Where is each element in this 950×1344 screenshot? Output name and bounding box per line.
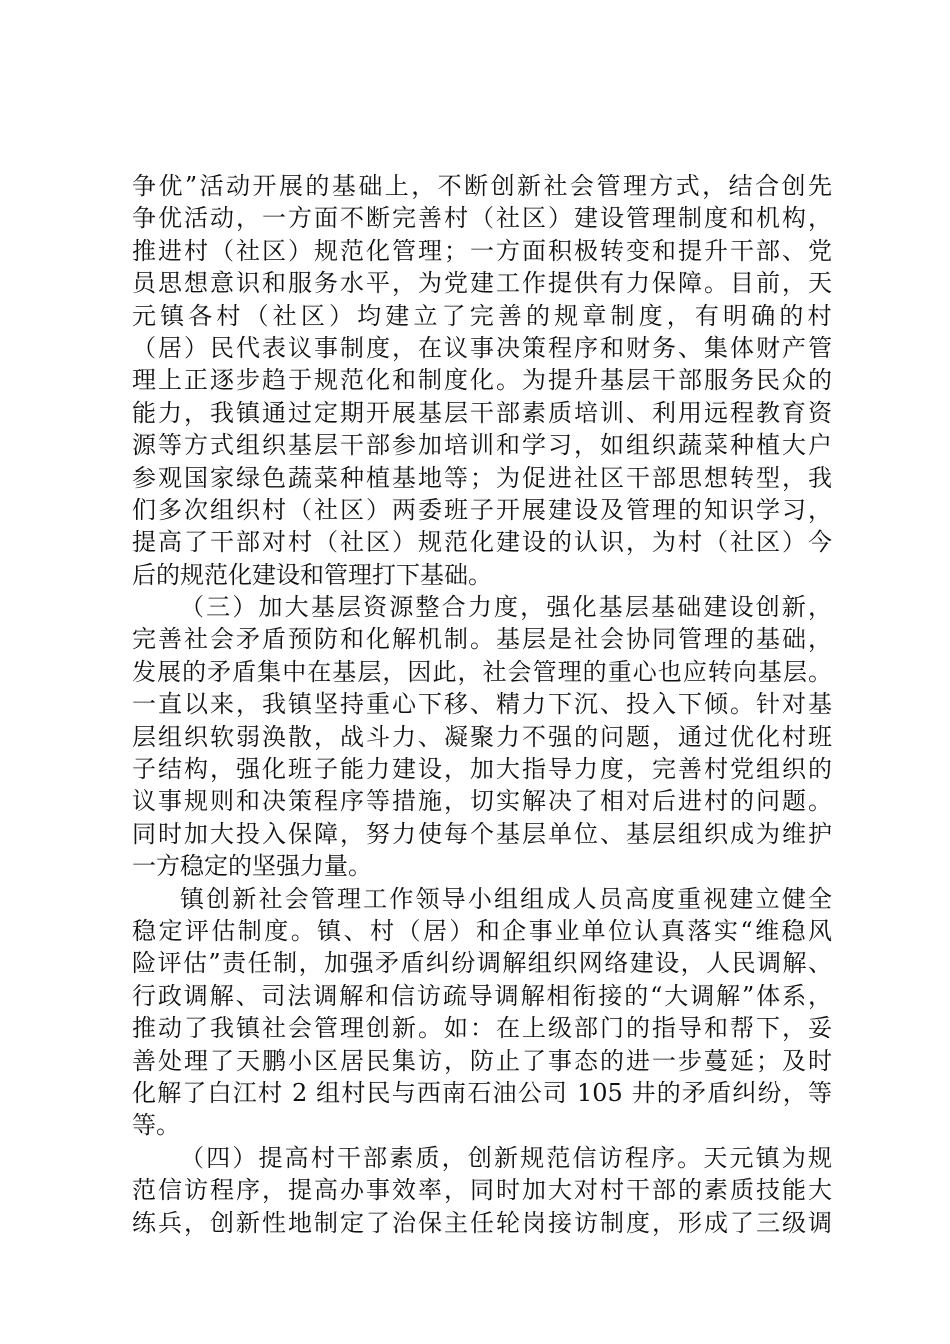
text-line: 善处理了天鹏小区居民集访，防止了事态的进一步蔓延；及时 — [132, 1046, 832, 1075]
text-line: 一方稳定的坚强力量。 — [132, 852, 372, 881]
text-line: 练兵，创新性地制定了治保主任轮岗接访制度，形成了三级调 — [132, 1208, 832, 1237]
text-line: 子结构，强化班子能力建设，加大指导力度，完善村党组织的 — [132, 755, 832, 784]
text-line: 一直以来，我镇坚持重心下移、精力下沉、投入下倾。针对基 — [132, 690, 832, 719]
text-line: 范信访程序，提高办事效率，同时加大对村干部的素质技能大 — [132, 1176, 832, 1205]
text-line: 提高了干部对村（社区）规范化建设的认识，为村（社区）今 — [132, 528, 832, 557]
text-line: 层组织软弱涣散，战斗力、凝聚力不强的问题，通过优化村班 — [132, 722, 832, 751]
text-line: 们多次组织村（社区）两委班子开展建设及管理的知识学习， — [132, 495, 832, 524]
text-line: 行政调解、司法调解和信访疏导调解相衔接的“大调解”体系， — [132, 981, 832, 1010]
text-line: 议事规则和决策程序等措施，切实解决了相对后进村的问题。 — [132, 787, 832, 816]
text-line: 参观国家绿色蔬菜种植基地等；为促进社区干部思想转型，我 — [132, 463, 832, 492]
paragraph-first-line: （四）提高村干部素质，创新规范信访程序。天元镇为规 — [180, 1143, 832, 1172]
body-text — [132, 170, 832, 1239]
text-line: 推动了我镇社会管理创新。如：在上级部门的指导和帮下，妥 — [132, 1014, 832, 1043]
text-line: 同时加大投入保障，努力使每个基层单位、基层组织成为维护 — [132, 819, 832, 848]
text-line: 能力，我镇通过定期开展基层干部素质培训、利用远程教育资 — [132, 398, 832, 427]
text-line: 等。 — [132, 1111, 180, 1140]
text-line: 理上正逐步趋于规范化和制度化。为提升基层干部服务民众的 — [132, 366, 832, 395]
text-line: 推进村（社区）规范化管理；一方面积极转变和提升干部、党 — [132, 236, 832, 265]
text-line: 发展的矛盾集中在基层，因此，社会管理的重心也应转向基层。 — [132, 657, 832, 686]
text-line: 完善社会矛盾预防和化解机制。基层是社会协同管理的基础， — [132, 625, 832, 654]
text-line: 稳定评估制度。镇、村（居）和企事业单位认真落实“维稳风 — [132, 916, 832, 945]
paragraph-first-line: （三）加大基层资源整合力度，强化基层基础建设创新， — [180, 593, 832, 622]
text-line: 元镇各村（社区）均建立了完善的规章制度，有明确的村 — [132, 301, 832, 330]
text-line: 争优”活动开展的基础上，不断创新社会管理方式，结合创先 — [132, 172, 832, 200]
text-line: 源等方式组织基层干部参加培训和学习，如组织蔬菜种植大户 — [132, 431, 832, 460]
text-line: 员思想意识和服务水平，为党建工作提供有力保障。目前，天 — [132, 269, 832, 298]
text-line: 争优活动，一方面不断完善村（社区）建设管理制度和机构， — [132, 204, 832, 233]
text-line: 后的规范化建设和管理打下基础。 — [132, 560, 492, 589]
text-line: 险评估”责任制，加强矛盾纠纷调解组织网络建设，人民调解、 — [132, 949, 832, 978]
text-line: （居）民代表议事制度，在议事决策程序和财务、集体财产管 — [132, 333, 832, 362]
paragraph-first-line: 镇创新社会管理工作领导小组组成人员高度重视建立健全 — [180, 884, 832, 913]
text-line: 化解了白江村 2 组村民与西南石油公司 105 井的矛盾纠纷，等 — [132, 1078, 832, 1107]
